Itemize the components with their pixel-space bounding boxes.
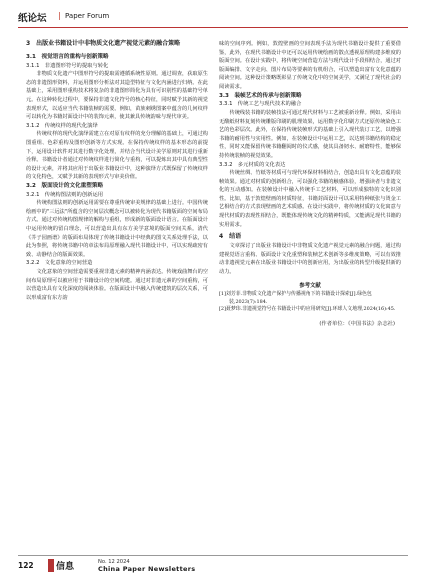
paragraph: 文化意象的空间营造需要重视非遗元素的精神内涵表达。传统戏曲舞台的空间布局原理可以被应用于书籍设计的空间构建。通过对非遗元素的空间重构，可以营造出具有文化深度的阅读体验。在版面设计中融入传统建筑的层次关系，可以形成富有东方韵 — [26, 269, 208, 301]
paragraph: 非物质文化遗产中图形符号的提取需遵循系统性原则。通过调查，获取原生态的非遗图形资料，并运用图形分析法对其造型特征与文化内涵进行归纳。在此基础上，采用图形重构技术将复杂的非遗图形简化为具有可识别性的基础符号单元。在这种转化过程中，要保持非遗文化符号的核心特征，同时赋予其新的视觉表现形式，以适应当代书籍装帧的需要。例如，苗族刺绣图案中蕴含的几何纹样可以转化为书籍封面设计中的装饰元素，使其兼具传统韵味与现代审美。 — [26, 71, 208, 121]
page-footer — [18, 559, 408, 573]
page-header — [18, 10, 408, 26]
paragraph: 文章探讨了出版业书籍设计中非物质文化遗产视觉元素的融合问题，通过构建视觉语言重构、版面设计文化重塑和装帧艺术创新等多维度策略，可以有效推动非遗视觉元素在出版业书籍设计中的创新应用，为出版业的转型升级提供新的动力。 — [219, 243, 401, 275]
paragraph: 传统纹样的现代化演绎需建立在对原有纹样的充分理解的基础上，可通过构图重组、色彩重构及图形创新等方式实现。在保持传统纹样的基本形态的前提下，运用设计软件对其进行数字化处理，并结合当代设计美学原则对其进行重新诠释。书籍设计者通过对传统纹样进行简化与重构，可以提炼出其中具有典型性的设计元素，并将其应用于出版业书籍设计中，这种演绎方式既保留了传统纹样的文化特色，又赋予其新的表现形式与审美价值。 — [26, 131, 208, 181]
left-column — [26, 40, 208, 302]
subsection-heading: 3.2.1 传统构图法则的创新运用 — [26, 191, 104, 198]
magazine-logo-icon — [48, 559, 75, 572]
section-heading: 3 出版业书籍设计中非物质文化遗产视觉元素的融合策略 — [26, 40, 181, 47]
section-heading: 3.2 版面设计的文化重塑策略 — [26, 182, 104, 189]
section-heading: 3.1 视觉语言的重构与创新策略 — [26, 53, 109, 60]
section-heading: 3.3 装帧艺术的传承与创新策略 — [219, 92, 302, 99]
subsection-heading: 3.3.2 多元材质的文化表达 — [219, 161, 286, 168]
section-title-cn: 纸论坛 — [18, 13, 47, 24]
author-affiliation: (作者单位：《中国书法》杂志社) — [319, 320, 395, 327]
paragraph-continued: 味的空间序列。例如，敦煌壁画的空间表现手法为现代书籍设计提供了重要借鉴，此外，在现代书籍设计中还可以运用传统绘画的散点透视原理构建多维度的版面空间。在设计实践中，将传统空间营造方法与现代设计手段相结合，通过对版面编排、文字走向、图片布局等要素的有机组合，可以塑造出富有文化意蕴的阅读空间。这种设计策略既彰显了传统文化中的空间美学，又满足了现代社会的阅读需求。 — [219, 41, 401, 90]
reference-item: [1]刘芳菲.非物质文化遗产保护与传播视角下的书籍设计探索[J].绿色包装,2023(7):184. — [219, 291, 372, 305]
header-rule — [18, 27, 408, 28]
paragraph: 传统构图法则的创新运用需要在尊重传统审美规律的基础上进行。中国传统绘画中的"三远法"所蕴含的空间层次概念可以被转化为现代书籍版面的空间布局方式。通过对传统构图规律的解构与重组，形成新的版面设计语言。在版面设计中运用传统的留白理念，可以营造出具有东方美学意境的版面空间关系。清代《芥子园画谱》的版面布局体现了传统书籍设计中经典的图文关系处理手法，以此为参照，将传统书籍中的章法布局原理融入现代书籍设计中，可以实现疏密有致、动静结合的版面效果。 — [26, 200, 208, 258]
section-heading: 4 结语 — [219, 233, 242, 241]
subsection-heading: 3.2.2 文化意象的空间营造 — [26, 260, 93, 267]
header-separator: | — [58, 11, 61, 20]
footer-rule — [18, 555, 408, 556]
references-title: 参考文献 — [299, 283, 321, 290]
right-column — [219, 40, 401, 328]
paragraph: 传统丝绸、竹纸等材质可与现代环保材料相结合，创造出具有文化意蕴的装帧效果。通过对材质的创新组合，可以强化书籍的触感体验，增强读者与非遗文化的互动感知。在装帧设计中融入传统手工艺材料，可以形成独特的文化识别性。比如，基于敦煌壁画的材质特征，书籍封面设计可以采用特种纸张与烫金工艺相结合的方式表现壁画的艺术质感。在设计实践中，将传统材质的文化寓意与现代材质的表现性相结合，既能体现传统文化的精神特质，又能满足现代书籍的实用需求。 — [219, 170, 401, 228]
subsection-heading: 3.3.1 传统工艺与现代技术的融合 — [219, 101, 302, 108]
subsection-heading: 3.1.2 传统纹样的现代化演绎 — [26, 122, 98, 129]
masthead-en: China Paper Newsletters — [98, 565, 196, 573]
paragraph: 传统线装书籍的装帧技法可通过现代材料与工艺被重新诠释。例如，采用由无酸纸材料复刻传统雕版印刷的肌理效果，运用数字化印刷方式还原传统染色工艺的色彩层次。此外，在保持传统装帧形式的基础上引入现代装订工艺，以增强书籍的耐用性与实用性。例如，在装帧设计中运用工艺，以达到书籍结构的稳定性，同时又能保留传统书籍翻阅时的仪式感，使其具备韧水、耐磨特性，能够保持传统装帧的视觉效果。 — [219, 109, 401, 159]
subsection-heading: 3.1.1 非遗图形符号的提取与转化 — [26, 62, 109, 69]
issue-number: No. 12 2024 — [98, 559, 130, 565]
svg-text:信息: 信息 — [56, 562, 75, 572]
section-title-en: Paper Forum — [65, 12, 110, 20]
page-number: 122 — [18, 561, 34, 570]
reference-item: [2]聂梦玮.非遗视觉符号在书籍设计中的应用研究[J].环球人文地理,2024(16):45. — [219, 306, 396, 313]
